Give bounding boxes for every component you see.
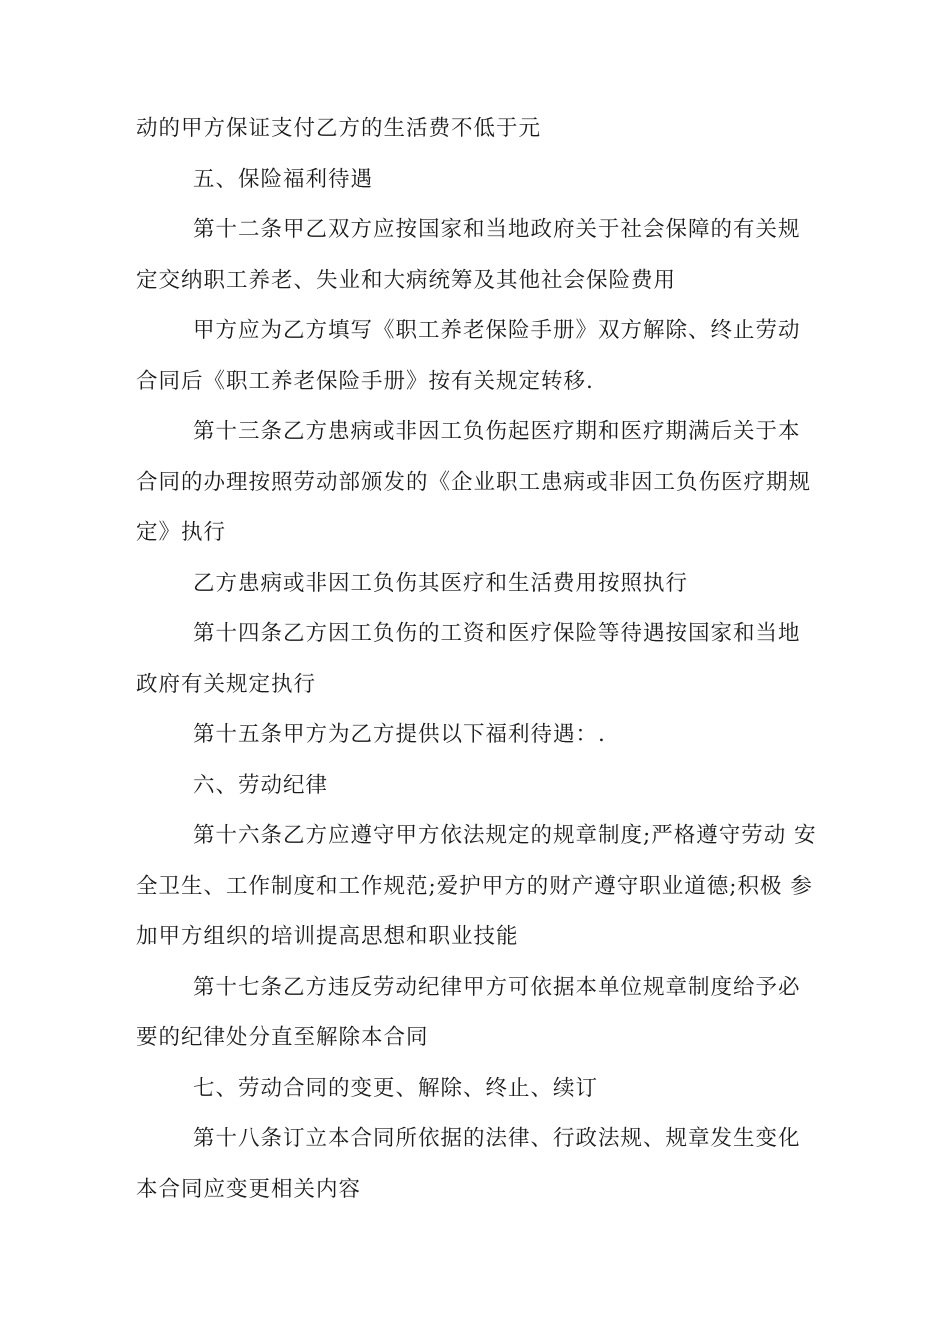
text-line: 要的纪律处分直至解除本合同	[136, 1025, 429, 1050]
text-line: 第十四条乙方因工负伤的工资和医疗保险等待遇按国家和当地	[193, 621, 801, 646]
text-line: 合同后《职工养老保险手册》按有关规定转移.	[136, 368, 594, 394]
text-line: 定交纳职工养老、失业和大病统筹及其他社会保险费用	[136, 267, 677, 293]
text-line: 第十五条甲方为乙方提供以下福利待遇：.	[193, 722, 606, 747]
text-line: 乙方患病或非因工负伤其医疗和生活费用按照执行	[193, 570, 689, 596]
text-line: 动的甲方保证支付乙方的生活费不低于元	[136, 116, 542, 141]
text-line: 加甲方组织的培训提高思想和职业技能	[136, 924, 519, 949]
text-line: 合同的办理按照劳动部颁发的《企业职工患病或非因工负伤医疗期规	[136, 469, 812, 495]
text-line: 定》执行	[136, 520, 227, 545]
text-line: 第十八条订立本合同所依据的法律、行政法规、规章发生变化	[193, 1126, 801, 1151]
text-line: 本合同应变更相关内容	[136, 1176, 362, 1202]
text-line: 第十六条乙方应遵守甲方依法规定的规章制度;严格遵守劳动 安	[193, 823, 817, 848]
document-body	[136, 104, 826, 1215]
text-line: 全卫生、工作制度和工作规范;爱护甲方的财产遵守职业道德;积极 参	[136, 873, 813, 899]
section-heading: 七、劳动合同的变更、解除、终止、续订	[193, 1075, 599, 1101]
section-heading: 五、保险福利待遇	[193, 166, 374, 192]
text-line: 第十二条甲乙双方应按国家和当地政府关于社会保障的有关规	[193, 217, 801, 242]
section-heading: 六、劳动纪律	[193, 772, 329, 798]
text-line: 甲方应为乙方填写《职工养老保险手册》双方解除、终止劳动	[193, 318, 801, 343]
text-line: 第十七条乙方违反劳动纪律甲方可依据本单位规章制度给予必	[193, 974, 801, 1000]
text-line: 第十三条乙方患病或非因工负伤起医疗期和医疗期满后关于本	[193, 419, 801, 444]
text-line: 政府有关规定执行	[136, 671, 317, 697]
